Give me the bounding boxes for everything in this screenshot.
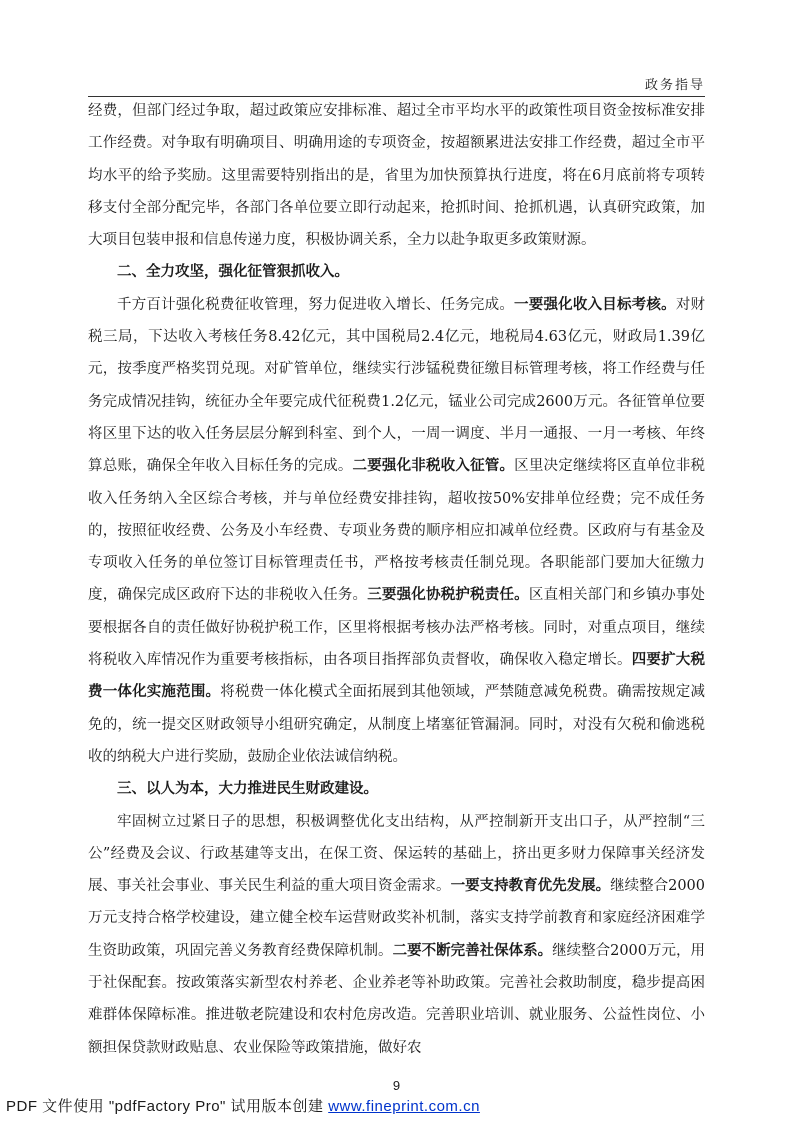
emphasis-text: 一要支持教育优先发展。 [450,878,611,895]
emphasis-text: 二要不断完善社保体系。 [392,942,553,959]
paragraph-text: 牢固树立过紧日子的思想，积极调整优化支出结构，从严控制新开支出口子，从严控制“三公”经费及会议、行政基建等支出，在保工资、保运转的基础上，挤出更多财力保障事关经济发展、事关社会事业、事关民生利益的重大项目资金需求。 [88,813,705,895]
footer-text: PDF 文件使用 "pdfFactory Pro" 试用版本创建 [6,1098,329,1115]
footer-link[interactable]: www.fineprint.com.cn [328,1098,480,1115]
paragraph-text: 继续整合2000万元支持合格学校建设，建立健全校车运营财政奖补机制，落实支持学前教育和家庭经济困难学生资助政策，巩固完善义务教育经费保障机制。 [88,878,706,959]
pdf-footer [6,1095,480,1116]
page-number: 9 [392,1078,401,1093]
paragraph-revenue [88,289,705,773]
header-title: 政务指导 [644,78,705,93]
paragraph-text: 将税费一体化模式全面拓展到其他领域，严禁随意减免税费。确需按规定减免的，统一提交区财政领导小组研究确定，从制度上堵塞征管漏洞。同时，对没有欠税和偷逃税收的纳税大户进行奖励，鼓励企业依法诚信纳税。 [88,684,706,765]
section-heading-3: 三、以人为本，大力推进民生财政建设。 [117,781,378,798]
paragraph-text: 区直相关部门和乡镇办事处要根据各自的责任做好协税护税工作，区里将根据考核办法严格考核。同时，对重点项目，继续将税收入库情况作为重要考核指标，由各项目指挥部负责督收，确保收入稳定增长。 [88,587,706,669]
document-body [88,95,705,1064]
paragraph-text: 对财税三局，下达收入考核任务8.42亿元，其中国税局2.4亿元，地税局4.63亿元，财政局1.39亿元，按季度严格奖罚兑现。对矿管单位，继续实行涉锰税费征缴目标管理考核，将工作经费与任务完成情况挂钩，统征办全年要完成代征税费1.2亿元，锰业公司完成2600万元。各征管单位要将区里下达的收入任务层层分解到科室、到个人，一周一调度、半月一通报、一月一考核、年终算总账，确保全年收入目标任务的完成。 [88,296,706,475]
paragraph-continuation: 经费，但部门经过争取，超过政策应安排标准、超过全市平均水平的政策性项目资金按标准安排工作经费。对争取有明确项目、明确用途的专项资金，按超额累进法安排工作经费，超过全市平均水平的给予奖励。这里需要特别指出的是，省里为加快预算执行进度，将在6月底前将专项转移支付全部分配完毕，各部门各单位要立即行动起来，抢抓时间、抢抓机遇，认真研究政策，加大项目包装申报和信息传递力度，积极协调关系，全力以赴争取更多政策财源。 [88,103,705,249]
paragraph-livelihood [88,806,705,1064]
emphasis-text: 三要强化协税护税责任。 [367,587,529,604]
page-header [88,74,705,97]
paragraph-text: 继续整合2000万元，用于社保配套。按政策落实新型农村养老、企业养老等补助政策。完善社会救助制度，稳步提高困难群体保障标准。推进敬老院建设和农村危房改造。完善职业培训、就业服务、公益性岗位、小额担保贷款财政贴息、农业保险等政策措施，做好农 [88,942,706,1056]
paragraph-text: 区里决定继续将区直单位非税收入任务纳入全区综合考核，并与单位经费安排挂钩，超收按50%安排单位经费；完不成任务的，按照征收经费、公务及小车经费、专项业务费的顺序相应扣减单位经费。区政府与有基金及专项收入任务的单位签订目标管理责任书，严格按考核责任制兑现。各职能部门要加大征缴力度，确保完成区政府下达的非税收入任务。 [88,458,706,604]
emphasis-text: 四要扩大税费一体化实施范围。 [88,652,705,701]
emphasis-text: 二要强化非税收入征管。 [352,458,515,475]
section-heading-2: 二、全力攻坚，强化征管狠抓收入。 [117,264,349,281]
emphasis-text: 一要强化收入目标考核。 [514,296,676,313]
paragraph-text: 千方百计强化税费征收管理，努力促进收入增长、任务完成。 [117,296,515,313]
